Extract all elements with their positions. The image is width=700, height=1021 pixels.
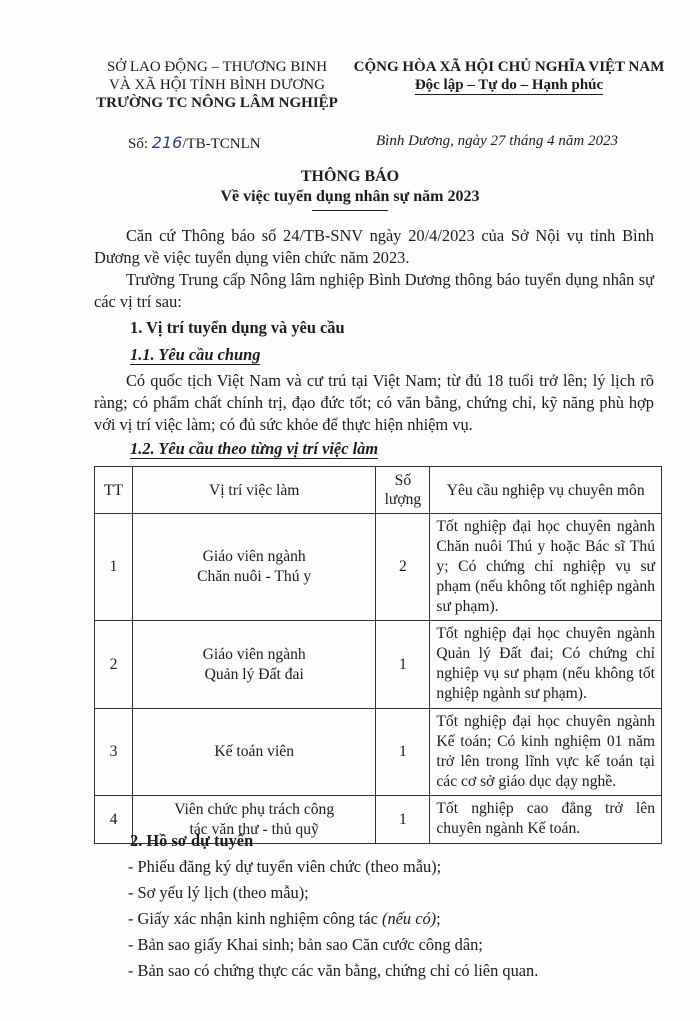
list-item: - Bản sao giấy Khai sinh; bản sao Căn cước công dân; [128,935,483,954]
nation-name: CỘNG HÒA XÃ HỘI CHỦ NGHĨA VIỆT NAM [353,59,665,75]
table-row: 3 Kế toán viên 1 Tốt nghiệp đại học chuyên ngành Kế toán; Có kinh nghiệm 01 năm trở lên trong lĩnh vực kế toán tại các cơ sở giáo dục dạy nghề. [95,709,662,796]
col-header-tt: TT [95,467,133,514]
list-item: - Phiếu đăng ký dự tuyển viên chức (theo mẫu); [128,857,442,876]
document-date: Bình Dương, ngày 27 tháng 4 năm 2023 [376,133,619,149]
list-item: - Sơ yếu lý lịch (theo mẫu); [128,883,309,902]
handwritten-number: 216 [151,133,183,152]
table-row: 1 Giáo viên ngành Chăn nuôi - Thú y 2 Tốt nghiệp đại học chuyên ngành Chăn nuôi Thú y hoặc Bác sĩ Thú y; Có chứng chỉ nghiệp vụ sư phạm (nếu không tốt nghiệp ngành sư phạm). [95,514,662,621]
title-divider [312,210,388,211]
col-header-position: Vị trí việc làm [132,467,375,514]
motto: Độc lập – Tự do – Hạnh phúc [414,77,604,93]
document-title: THÔNG BÁO [300,168,400,185]
document-number: Số: 216/TB-TCNLN [128,133,261,152]
list-item: - Giấy xác nhận kinh nghiệm công tác (nếu có); [128,909,441,928]
general-requirements: Có quốc tịch Việt Nam và cư trú tại Việt Nam; từ đủ 18 tuổi trở lên; lý lịch rõ ràng; có phẩm chất chính trị, đạo đức tốt; có văn bằng, chứng chỉ, kỹ năng phù hợp với vị trí việc làm; có đủ sức khỏe để thực hiện nhiệm vụ. [94,371,654,434]
issuer-line-2: VÀ XÃ HỘI TỈNH BÌNH DƯƠNG [109,77,325,93]
table-header-row [95,467,662,514]
intro-paragraph-1: Căn cứ Thông báo số 24/TB-SNV ngày 20/4/2023 của Sở Nội vụ tỉnh Bình Dương về việc tuyển dụng viên chức năm 2023. [94,226,654,267]
col-header-requirements: Yêu cầu nghiệp vụ chuyên môn [430,467,662,514]
issuer-block [82,58,352,112]
section-2-heading: 2. Hồ sơ dự tuyển [130,831,254,850]
table-row: 2 Giáo viên ngành Quản lý Đất đai 1 Tốt nghiệp đại học chuyên ngành Quản lý Đất đai; Có chứng chỉ nghiệp vụ sư phạm (nếu không tốt nghiệp ngành sư phạm). [95,621,662,709]
list-item: - Bản sao có chứng thực các văn bằng, chứng chỉ có liên quan. [128,961,539,980]
dossier-list [128,856,538,982]
section-1-1-heading: 1.1. Yêu cầu chung [130,345,261,364]
intro-paragraph-2: Trường Trung cấp Nông lâm nghiệp Bình Dương thông báo tuyển dụng nhân sự các vị trí sau: [94,270,654,311]
section-1-heading: 1. Vị trí tuyển dụng và yêu cầu [130,318,345,337]
positions-table [94,466,662,844]
section-1-2-heading: 1.2. Yêu cầu theo từng vị trí việc làm [130,439,379,458]
national-header [350,58,668,94]
table-row: 4 Viên chức phụ trách công tác văn thư - thủ quỹ 1 Tốt nghiệp cao đẳng trở lên chuyên ngành Kế toán. [95,796,662,844]
col-header-quantity: Số lượng [376,467,430,514]
document-subtitle: Về việc tuyển dụng nhân sự năm 2023 [220,188,480,205]
issuer-line-1: SỞ LAO ĐỘNG – THƯƠNG BINH [106,59,328,75]
issuer-school: TRƯỜNG TC NÔNG LÂM NGHIỆP [96,95,338,111]
